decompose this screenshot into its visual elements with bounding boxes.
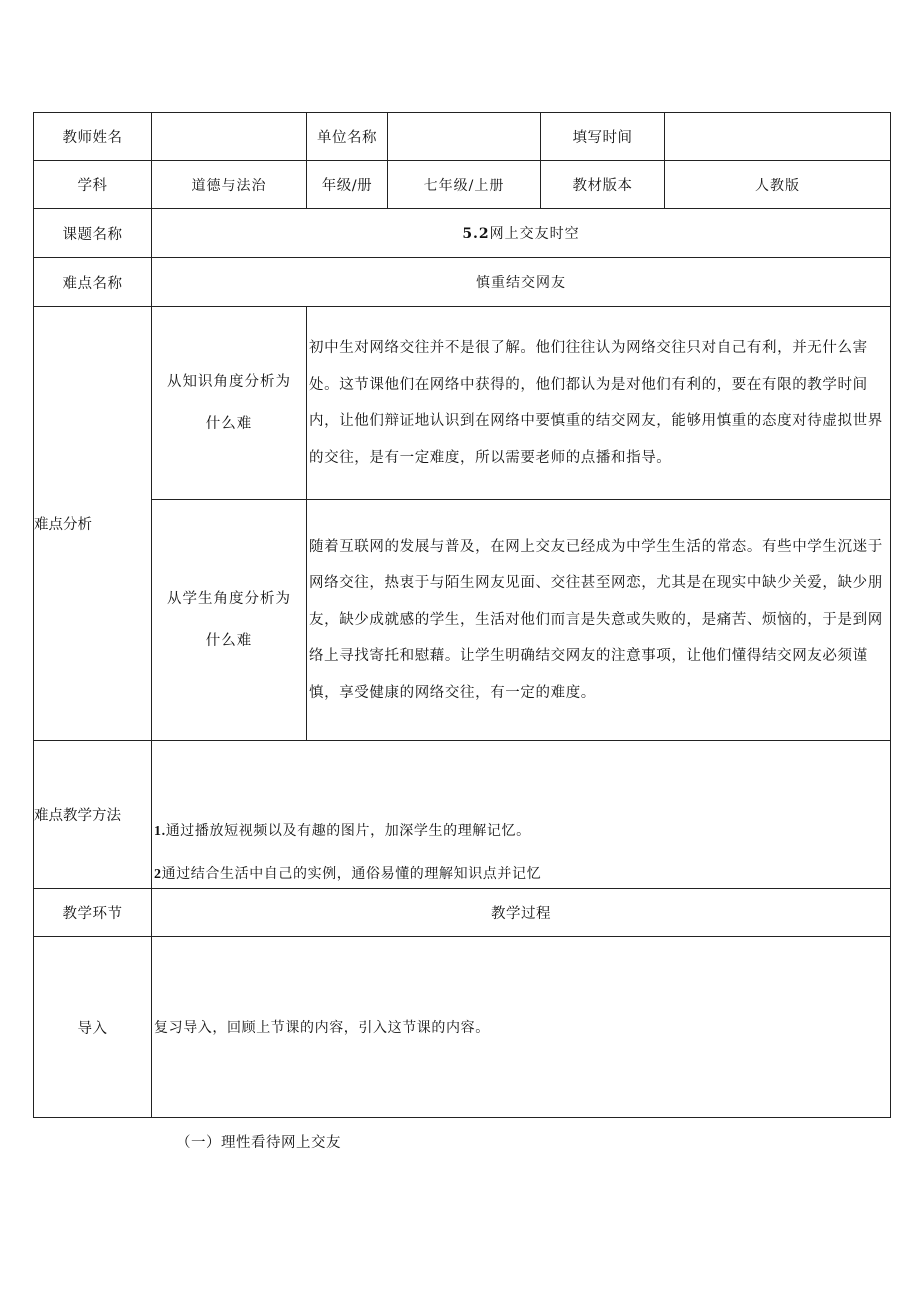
method-content (152, 741, 891, 889)
section-heading: （一）理性看待网上交友 (176, 1135, 341, 1151)
difficulty-value: 慎重结交网友 (152, 258, 891, 307)
subject-value: 道德与法治 (152, 161, 307, 209)
row-analysis-knowledge (34, 307, 891, 500)
difficulty-label: 难点名称 (34, 258, 152, 307)
process-label: 教学过程 (152, 889, 891, 937)
row-process-header (34, 889, 891, 937)
student-angle-title-line1: 从学生角度分析为 (167, 591, 291, 607)
subject-label: 学科 (34, 161, 152, 209)
analysis-label: 难点分析 (34, 307, 152, 741)
grade-label: 年级/册 (307, 161, 388, 209)
unit-value (388, 113, 541, 161)
stage-label: 教学环节 (34, 889, 152, 937)
method-item-2-text: 通过结合生活中自己的实例，通俗易懂的理解知识点并记忆 (161, 866, 542, 882)
row-intro (34, 937, 891, 1118)
lesson-plan-table-wrapper (33, 112, 890, 1118)
method-item-2-number: 2 (154, 867, 162, 882)
student-angle-title (152, 500, 307, 741)
teacher-label: 教师姓名 (34, 113, 152, 161)
knowledge-angle-text: 初中生对网络交往并不是很了解。他们往往认为网络交往只对自己有利，并无什么害处。这节课他们在网络中获得的，他们都认为是对他们有利的，要在有限的教学时间内，让他们辩证地认识到在网络中要慎重的结交网友，能够用慎重的态度对待虚拟世界的交往，是有一定难度，所以需要老师的点播和指导。 (307, 307, 891, 500)
row-subject (34, 161, 891, 209)
edition-label: 教材版本 (541, 161, 665, 209)
method-item-2 (152, 861, 890, 888)
method-label: 难点教学方法 (34, 741, 152, 889)
row-analysis-student (34, 500, 891, 741)
method-item-1 (152, 818, 890, 845)
edition-value: 人教版 (665, 161, 891, 209)
method-item-1-number: 1. (154, 824, 166, 839)
topic-number: 5.2 (462, 226, 490, 242)
knowledge-angle-title (152, 307, 307, 500)
student-angle-text: 随着互联网的发展与普及，在网上交友已经成为中学生生活的常态。有些中学生沉迷于网络交往，热衷于与陌生网友见面、交往甚至网恋，尤其是在现实中缺少关爱，缺少朋友，缺少成就感的学生，生活对他们而言是失意或失败的，是痛苦、烦恼的，于是到网络上寻找寄托和慰藉。让学生明确结交网友的注意事项，让他们懂得结交网友必须谨慎，享受健康的网络交往，有一定的难度。 (307, 500, 891, 741)
row-teacher (34, 113, 891, 161)
intro-label: 导入 (34, 937, 152, 1118)
method-item-1-text: 通过播放短视频以及有趣的图片，加深学生的理解记忆。 (165, 823, 531, 839)
grade-value: 七年级/上册 (388, 161, 541, 209)
knowledge-angle-title-line2: 什么难 (205, 416, 253, 432)
topic-text: 网上交友时空 (489, 226, 580, 242)
row-difficulty (34, 258, 891, 307)
lesson-plan-table (33, 112, 891, 1118)
teacher-value (152, 113, 307, 161)
time-value (665, 113, 891, 161)
topic-label: 课题名称 (34, 209, 152, 258)
row-method (34, 741, 891, 889)
knowledge-angle-title-line1: 从知识角度分析为 (167, 374, 291, 390)
topic-value (152, 209, 891, 258)
unit-label: 单位名称 (307, 113, 388, 161)
student-angle-title-line2: 什么难 (205, 633, 253, 649)
intro-text: 复习导入，回顾上节课的内容，引入这节课的内容。 (152, 937, 891, 1118)
row-topic (34, 209, 891, 258)
time-label: 填写时间 (541, 113, 665, 161)
